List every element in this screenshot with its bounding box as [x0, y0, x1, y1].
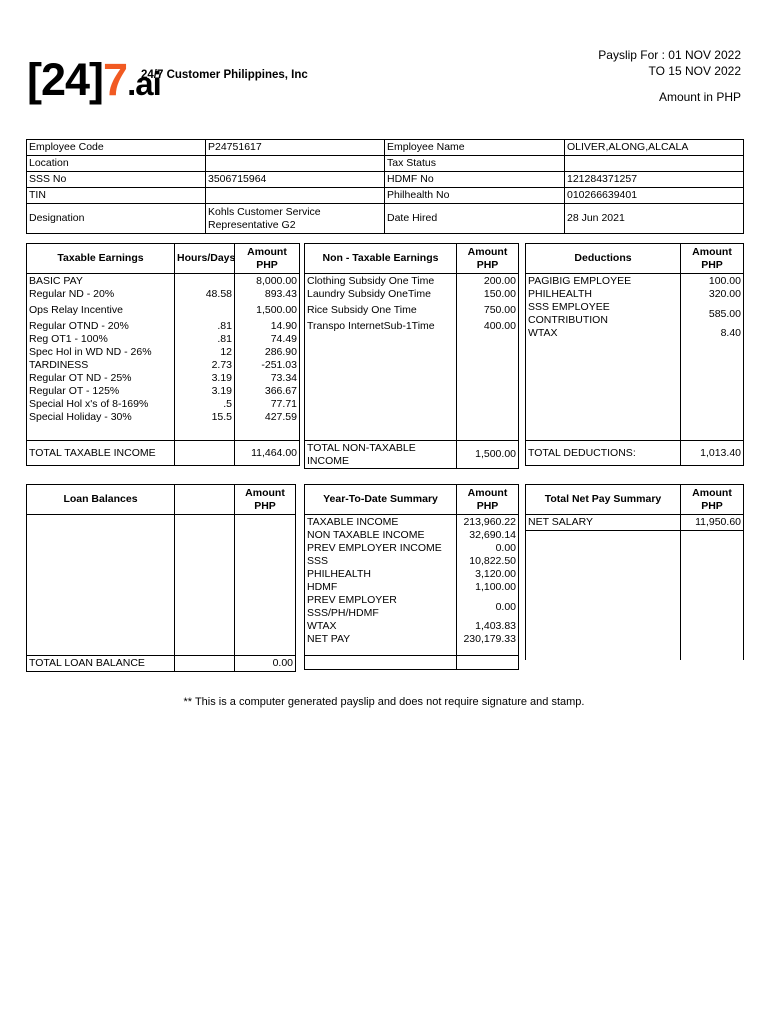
- taxable-amounts: [235, 274, 300, 441]
- ytd-amount-value: 1,403.83: [475, 620, 516, 632]
- taxable-amount-value: 366.67: [264, 385, 297, 397]
- non-taxable-amount-value: 750.00: [483, 304, 516, 316]
- taxable-label: Regular OTND - 20%: [29, 320, 129, 332]
- company-name: 24/7 Customer Philippines, Inc: [141, 69, 308, 81]
- ytd-label: TAXABLE INCOME: [307, 516, 399, 528]
- deductions-table: [525, 243, 744, 466]
- philhealth-label: Philhealth No: [385, 188, 565, 204]
- taxable-hours-value: .81: [217, 320, 232, 332]
- ytd-amount-value: 3,120.00: [475, 568, 516, 580]
- payslip-period-start: Payslip For : 01 NOV 2022: [598, 48, 741, 62]
- non-taxable-amount-header: Amount PHP: [457, 244, 519, 274]
- total-taxable-label: TOTAL TAXABLE INCOME: [27, 441, 175, 466]
- philhealth-value: 010266639401: [565, 188, 744, 204]
- taxable-hours-value: 15.5: [211, 411, 232, 423]
- ytd-amount-value: 0.00: [495, 542, 516, 554]
- net-salary-value: 11,950.60: [681, 515, 744, 531]
- ytd-amount-value: 230,179.33: [463, 633, 516, 645]
- ytd-label: NET PAY: [307, 633, 351, 645]
- non-taxable-amount-value: 200.00: [483, 275, 516, 287]
- deductions-labels: [526, 274, 681, 441]
- ytd-amount-value: 1,100.00: [475, 581, 516, 593]
- non-taxable-earnings-table: [304, 243, 519, 469]
- location-value: [206, 156, 385, 172]
- deduction-amount-value: 100.00: [708, 275, 741, 287]
- total-deductions-label: TOTAL DEDUCTIONS:: [526, 441, 681, 466]
- sss-value: 3506715964: [206, 172, 385, 188]
- non-taxable-header: Non - Taxable Earnings: [305, 244, 457, 274]
- deductions-amounts: [681, 274, 744, 441]
- taxable-labels: [27, 274, 175, 441]
- total-non-taxable-label: TOTAL NON-TAXABLE INCOME: [305, 441, 457, 469]
- taxable-label: Regular OT - 125%: [29, 385, 120, 397]
- taxable-earnings-header: Taxable Earnings: [27, 244, 175, 274]
- tin-value: [206, 188, 385, 204]
- net-pay-header: Total Net Pay Summary: [526, 485, 681, 515]
- non-taxable-amount-value: 150.00: [483, 288, 516, 300]
- hdmf-value: 121284371257: [565, 172, 744, 188]
- taxable-hours-value: 2.73: [211, 359, 232, 371]
- ytd-footer-blank: [305, 656, 457, 670]
- taxable-hours-value: 3.19: [211, 385, 232, 397]
- date-hired-label: Date Hired: [385, 204, 565, 234]
- non-taxable-label: Rice Subsidy One Time: [307, 304, 417, 316]
- employee-name-value: OLIVER,ALONG,ALCALA: [565, 140, 744, 156]
- loan-balances-table: [26, 484, 296, 672]
- non-taxable-amount-value: 400.00: [483, 320, 516, 332]
- total-loan-value: 0.00: [235, 656, 296, 672]
- tin-label: TIN: [27, 188, 206, 204]
- ytd-summary-table: [304, 484, 519, 670]
- taxable-hours-value: [177, 301, 232, 320]
- ytd-amount-header: Amount PHP: [457, 485, 519, 515]
- taxable-amount-value: 286.90: [264, 346, 297, 358]
- taxable-amount-header: Amount PHP: [235, 244, 300, 274]
- taxable-amount-value: 74.49: [270, 333, 297, 345]
- taxable-label: Special Holiday - 30%: [29, 411, 132, 423]
- taxable-label: Spec Hol in WD ND - 26%: [29, 346, 152, 358]
- designation-value: Kohls Customer Service Representative G2: [206, 204, 385, 234]
- employee-code-value: P24751617: [206, 140, 385, 156]
- ytd-label: WTAX: [307, 620, 337, 632]
- taxable-hours: [175, 274, 235, 441]
- tax-status-label: Tax Status: [385, 156, 565, 172]
- deduction-label: PHILHEALTH: [528, 288, 592, 300]
- deduction-amount-value: 320.00: [708, 288, 741, 300]
- deduction-amount-value: 8.40: [720, 327, 741, 339]
- deduction-label: WTAX: [528, 327, 558, 339]
- hours-days-header: Hours/Days: [175, 244, 235, 274]
- sss-label: SSS No: [27, 172, 206, 188]
- payslip-period: [598, 47, 741, 79]
- loan-balances-header: Loan Balances: [27, 485, 175, 515]
- taxable-amount-value: 427.59: [264, 411, 297, 423]
- taxable-label: Reg OT1 - 100%: [29, 333, 108, 345]
- net-pay-blank-amount: [681, 530, 744, 660]
- ytd-header: Year-To-Date Summary: [305, 485, 457, 515]
- total-taxable-hours: [175, 441, 235, 466]
- designation-label: Designation: [27, 204, 206, 234]
- taxable-amount-value: -251.03: [261, 359, 297, 371]
- ytd-amount-value: 32,690.14: [469, 529, 516, 541]
- ytd-label: SSS: [307, 555, 329, 567]
- deductions-amount-header: Amount PHP: [681, 244, 744, 274]
- ytd-label: PREV EMPLOYER SSS/PH/HDMF: [307, 594, 397, 619]
- deduction-label: PAGIBIG EMPLOYEE: [528, 275, 632, 287]
- taxable-amount-value: 14.90: [270, 320, 297, 332]
- ytd-label: HDMF: [307, 581, 338, 593]
- loan-blank: [175, 515, 235, 656]
- non-taxable-label: Clothing Subsidy One Time: [307, 275, 435, 287]
- date-hired-value: 28 Jun 2021: [565, 204, 744, 234]
- taxable-amount-value: 73.34: [270, 372, 297, 384]
- taxable-label: Special Hol x's of 8-169%: [29, 398, 149, 410]
- non-taxable-label: Transpo InternetSub-1Time: [307, 320, 435, 332]
- location-label: Location: [27, 156, 206, 172]
- taxable-hours-value: .5: [223, 398, 232, 410]
- total-loan-blank: [175, 656, 235, 672]
- ytd-labels: [305, 515, 457, 656]
- currency-note: Amount in PHP: [658, 90, 741, 104]
- taxable-hours-value: 12: [220, 346, 232, 358]
- hdmf-label: HDMF No: [385, 172, 565, 188]
- ytd-amount-value: 213,960.22: [463, 516, 516, 528]
- net-pay-blank: [526, 530, 681, 660]
- taxable-amount-value: 893.43: [264, 288, 297, 300]
- ytd-amounts: [457, 515, 519, 656]
- taxable-label: BASIC PAY: [29, 275, 83, 287]
- taxable-label: Ops Relay Incentive: [29, 304, 123, 316]
- taxable-amount-value: 77.71: [270, 398, 297, 410]
- employee-name-label: Employee Name: [385, 140, 565, 156]
- taxable-hours-value: .81: [217, 333, 232, 345]
- computer-generated-note: ** This is a computer generated payslip and does not require signature and stamp.: [183, 696, 585, 708]
- logo-part2: 7: [103, 54, 128, 105]
- taxable-label: TARDINESS: [29, 359, 89, 371]
- ytd-footer-blank-amount: [457, 656, 519, 670]
- total-taxable-value: 11,464.00: [235, 441, 300, 466]
- taxable-amount-value: 8,000.00: [256, 275, 297, 287]
- logo-part3: .ai: [127, 65, 161, 102]
- taxable-hours-value: 48.58: [205, 288, 232, 300]
- company-logo: [27, 54, 161, 106]
- ytd-label: PREV EMPLOYER INCOME: [307, 542, 442, 554]
- total-non-taxable-value: 1,500.00: [457, 441, 519, 469]
- taxable-earnings-table: [26, 243, 300, 466]
- taxable-hours-value: [177, 275, 232, 288]
- ytd-amount-value: 0.00: [495, 601, 516, 613]
- taxable-label: Regular OT ND - 25%: [29, 372, 132, 384]
- ytd-amount-value: 10,822.50: [469, 555, 516, 567]
- loan-amount-header: Amount PHP: [235, 485, 296, 515]
- payslip-period-end: TO 15 NOV 2022: [648, 64, 741, 78]
- non-taxable-label: Laundry Subsidy OneTime: [307, 288, 431, 300]
- net-pay-summary-table: [525, 484, 744, 660]
- loan-blank-header: [175, 485, 235, 515]
- taxable-label: Regular ND - 20%: [29, 288, 115, 300]
- employee-code-label: Employee Code: [27, 140, 206, 156]
- taxable-hours-value: 3.19: [211, 372, 232, 384]
- net-salary-label: NET SALARY: [526, 515, 681, 531]
- total-deductions-value: 1,013.40: [681, 441, 744, 466]
- loan-amounts: [235, 515, 296, 656]
- non-taxable-amounts: [457, 274, 519, 441]
- non-taxable-labels: [305, 274, 457, 441]
- deductions-header: Deductions: [526, 244, 681, 274]
- tax-status-value: [565, 156, 744, 172]
- logo-part1: [24]: [27, 54, 104, 105]
- deduction-amount-value: 585.00: [708, 308, 741, 320]
- loan-labels: [27, 515, 175, 656]
- ytd-label: PHILHEALTH: [307, 568, 371, 580]
- deduction-label: SSS EMPLOYEE CONTRIBUTION: [528, 301, 610, 326]
- taxable-amount-value: 1,500.00: [256, 304, 297, 316]
- employee-info-table: [26, 139, 744, 234]
- total-loan-label: TOTAL LOAN BALANCE: [27, 656, 175, 672]
- net-pay-amount-header: Amount PHP: [681, 485, 744, 515]
- ytd-label: NON TAXABLE INCOME: [307, 529, 425, 541]
